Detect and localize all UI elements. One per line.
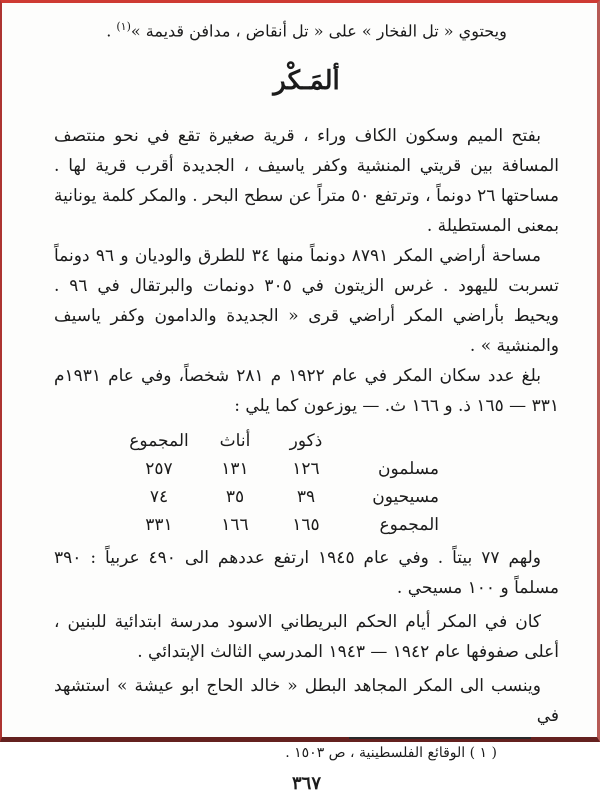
table-header-total: المجموع	[129, 431, 189, 452]
footnote-text: ( ١ ) الوقائع الفلسطينية ، ص ١٥٠٣ .	[285, 745, 497, 762]
table-header-males: ذكور	[289, 431, 323, 452]
paragraph-houses-1945: ولهم ٧٧ بيتاً . وفي عام ١٩٤٥ ارتفع عددهم الى ٤٩٠ عربياً : ٣٩٠ مسلماً و ١٠٠ مسيحي .	[54, 548, 559, 599]
females-value: ١٣١	[221, 459, 249, 480]
footnote-ref: (١)	[116, 20, 131, 33]
footnote-separator	[349, 737, 531, 739]
table-row-total	[119, 511, 439, 539]
table-header-row	[119, 427, 439, 455]
row-label: مسيحيون	[372, 487, 439, 508]
males-value: ١٦٥	[292, 515, 320, 536]
page-content	[2, 15, 597, 796]
paragraph-school: كان في المكر أيام الحكم البريطاني الاسود مدرسة ابتدائية للبنين ، أعلى صفوفها عام ١٩٤٢ — ١٩٤٣ المدرسي الثالث الإبتدائي .	[54, 612, 559, 663]
table-row-muslims	[119, 455, 439, 483]
paragraph-population: بلغ عدد سكان المكر في عام ١٩٢٢ م ٢٨١ شخصاً، وفي عام ١٩٣١م ٣٣١ — ١٦٥ ذ. و ١٦٦ ث. — يوزعون كما يلي :	[54, 366, 559, 417]
table-row-christians	[119, 483, 439, 511]
paragraph-hero: وينسب الى المكر المجاهد البطل « خالد الحاج ابو عيشة » استشهد في	[54, 676, 559, 727]
females-value: ١٦٦	[221, 515, 249, 536]
total-value: ٧٤	[149, 487, 169, 508]
page-number: ٣٦٧	[291, 773, 321, 795]
population-table	[119, 427, 439, 539]
page-title: ألمَـكْر	[273, 66, 340, 97]
carryover-suffix: .	[106, 21, 117, 41]
males-value: ٣٩	[296, 487, 316, 508]
females-value: ٣٥	[225, 487, 245, 508]
table-header-empty	[341, 427, 439, 455]
total-value: ٣٣١	[145, 515, 173, 536]
table-header-females: أناث	[219, 431, 251, 452]
carryover-text: ويحتوي « تل الفخار » على « تل أنقاض ، مدافن قديمة »	[130, 21, 507, 41]
row-label: المجموع	[379, 515, 439, 536]
paragraph-land-area: مساحة أراضي المكر ٨٧٩١ دونماً منها ٣٤ للطرق والوديان و ٩٦ دونماً تسربت لليهود . غرس الزيتون في ٣٠٥ دونمات والبرتقال في ٩٦ . ويحيط بأراضي المكر أراضي قرى « الجديدة والدامون وكفر ياسيف والمنشية » .	[54, 246, 559, 357]
row-label: مسلمون	[378, 459, 439, 480]
paragraph-pronunciation-location: بفتح الميم وسكون الكاف وراء ، قرية صغيرة تقع في نحو منتصف المسافة بين قريتي المنشية وكفر ياسيف ، الجديدة أقرب قرية لها . مساحتها ٢٦ دونماً ، وترتفع ٥٠ متراً عن سطح البحر . والمكر كلمة يونانية بمعنى المستطيلة .	[54, 126, 559, 237]
total-value: ٢٥٧	[145, 459, 173, 480]
males-value: ١٢٦	[292, 459, 320, 480]
carryover-paragraph	[54, 15, 559, 43]
